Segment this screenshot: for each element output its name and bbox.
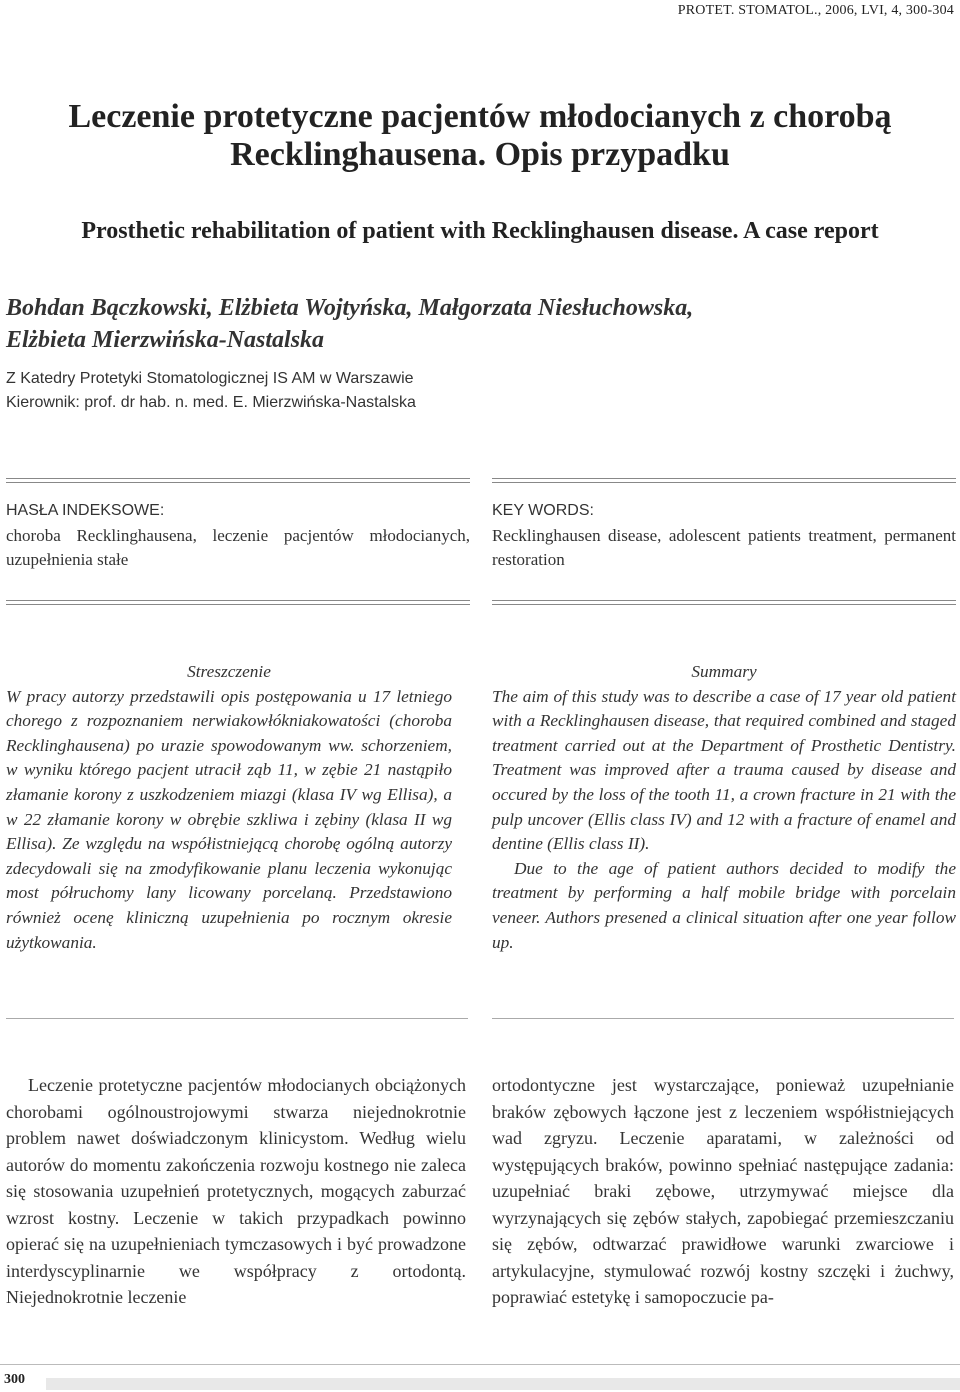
- keywords-en: [492, 478, 956, 605]
- abstract-en-heading: Summary: [691, 662, 757, 681]
- separator-right: [492, 1018, 954, 1019]
- double-rule-top: [492, 478, 956, 483]
- footer-bar: [46, 1378, 960, 1390]
- abstract-pl: [6, 660, 452, 955]
- keywords-en-text: Recklinghausen disease, adolescent patients treatment, permanent restoration: [492, 526, 956, 569]
- keywords-pl: [6, 478, 470, 605]
- abstract-pl-heading: Streszczenie: [187, 662, 271, 681]
- keywords-pl-heading: HASŁA INDEKSOWE:: [6, 502, 165, 519]
- double-rule-top: [6, 478, 470, 483]
- abstract-en-paragraph-1: The aim of this study was to describe a case of 17 year old patient with a Recklinghausen disease, that required combined and staged treatment carried out at the Department of Prosthetic Dentistry. Treatment was improved after a trauma caused by disease and occured by the loss of the tooth 11, a crown fracture in 21 with the pulp uncover (Ellis class IV) and 12 with a fracture of enamel and dentine (Ellis class II).: [492, 686, 956, 854]
- separator-left: [6, 1018, 468, 1019]
- body-text-left: Leczenie protetyczne pacjentów młodocianych obciążonych chorobami ogólnoustrojowymi stwarza niejednokrotnie problem nawet doświadczonym klinicystom. Według wielu autorów do momentu zakończenia rozwoju kostnego nie zaleca się stosowania uzupełnień protetycznych, mogących zaburzać wzrost kostny. Leczenie w takich przypadkach powinno opierać się na uzupełnieniach tymczasowych i być prowadzone interdyscyplinarnie we współpracy z ortodontą. Niejednokrotnie leczenie: [6, 1075, 466, 1307]
- double-rule-bottom: [492, 600, 956, 605]
- authors: [6, 292, 956, 356]
- abstract-pl-text: W pracy autorzy przedstawili opis postępowania u 17 letniego chorego z rozpoznaniem nerwiakowłókniakowatości (choroba Recklinghausena) po urazie spowodowanym ww. schorzeniem, w wyniku którego pacjent utracił ząb 11, w zębie 21 nastąpiło złamanie korony z uszkodzeniem miazgi (klasa IV wg Ellisa), a w 22 złamanie korony w obrębie szkliwa i zębiny (klasa II wg Ellisa). Ze względu na współistniejącą chorobę ogólną autorzy zdecydowali się na zmodyfikowanie planu leczenia wykonując most półruchomy lany licowany porcelaną. Przedstawiono również ocenę kliniczną uzupełnienia po rocznym okresie użytkowania.: [6, 686, 452, 952]
- title-line-2: Recklinghausena. Opis przypadku: [230, 136, 730, 173]
- keywords-pl-text: choroba Recklinghausena, leczenie pacjentów młodocianych, uzupełnienia stałe: [6, 526, 470, 569]
- affiliation-line-2: Kierownik: prof. dr hab. n. med. E. Mierzwińska-Nastalska: [6, 394, 416, 411]
- double-rule-bottom: [6, 600, 470, 605]
- affiliation: [6, 367, 416, 415]
- body-text-right: ortodontyczne jest wystarczające, ponieważ uzupełnianie braków zębowych łączone jest z leczeniem współistniejących wad zgryzu. Leczenie aparatami, w zależności od występujących braków, powinno spełniać następujące zadania: uzupełniać braki zębowe, utrzymywać miejsce dla wyrzynających się zębów stałych, zapobiegać przemieszczaniu się zębów, odtwarzać prawidłowe warunki zwarciowe i artykulacyjne, stymulować rozwój kostny szczęki i żuchwy, poprawiać estetykę i samopoczucie pa-: [492, 1075, 954, 1307]
- authors-line-2: Elżbieta Mierzwińska-Nastalska: [6, 327, 325, 353]
- authors-line-1: Bohdan Bączkowski, Elżbieta Wojtyńska, Małgorzata Niesłuchowska,: [6, 295, 694, 321]
- footer-rule: [0, 1364, 960, 1365]
- title-line-1: Leczenie protetyczne pacjentów młodocianych z chorobą: [68, 98, 892, 135]
- affiliation-line-1: Z Katedry Protetyki Stomatologicznej IS AM w Warszawie: [6, 370, 414, 387]
- running-head: PROTET. STOMATOL., 2006, LVI, 4, 300-304: [677, 3, 954, 18]
- page-number: 300: [4, 1372, 25, 1387]
- abstract-en: [492, 660, 956, 955]
- abstract-en-paragraph-2: Due to the age of patient authors decided to modify the treatment by performing a half mobile bridge with porcelain veneer. Authors presened a clinical situation after one year follow up.: [492, 858, 956, 952]
- article-title-pl: [0, 98, 960, 174]
- keywords-en-heading: KEY WORDS:: [492, 502, 594, 519]
- article-title-en: Prosthetic rehabilitation of patient with Recklinghausen disease. A case report: [81, 218, 879, 244]
